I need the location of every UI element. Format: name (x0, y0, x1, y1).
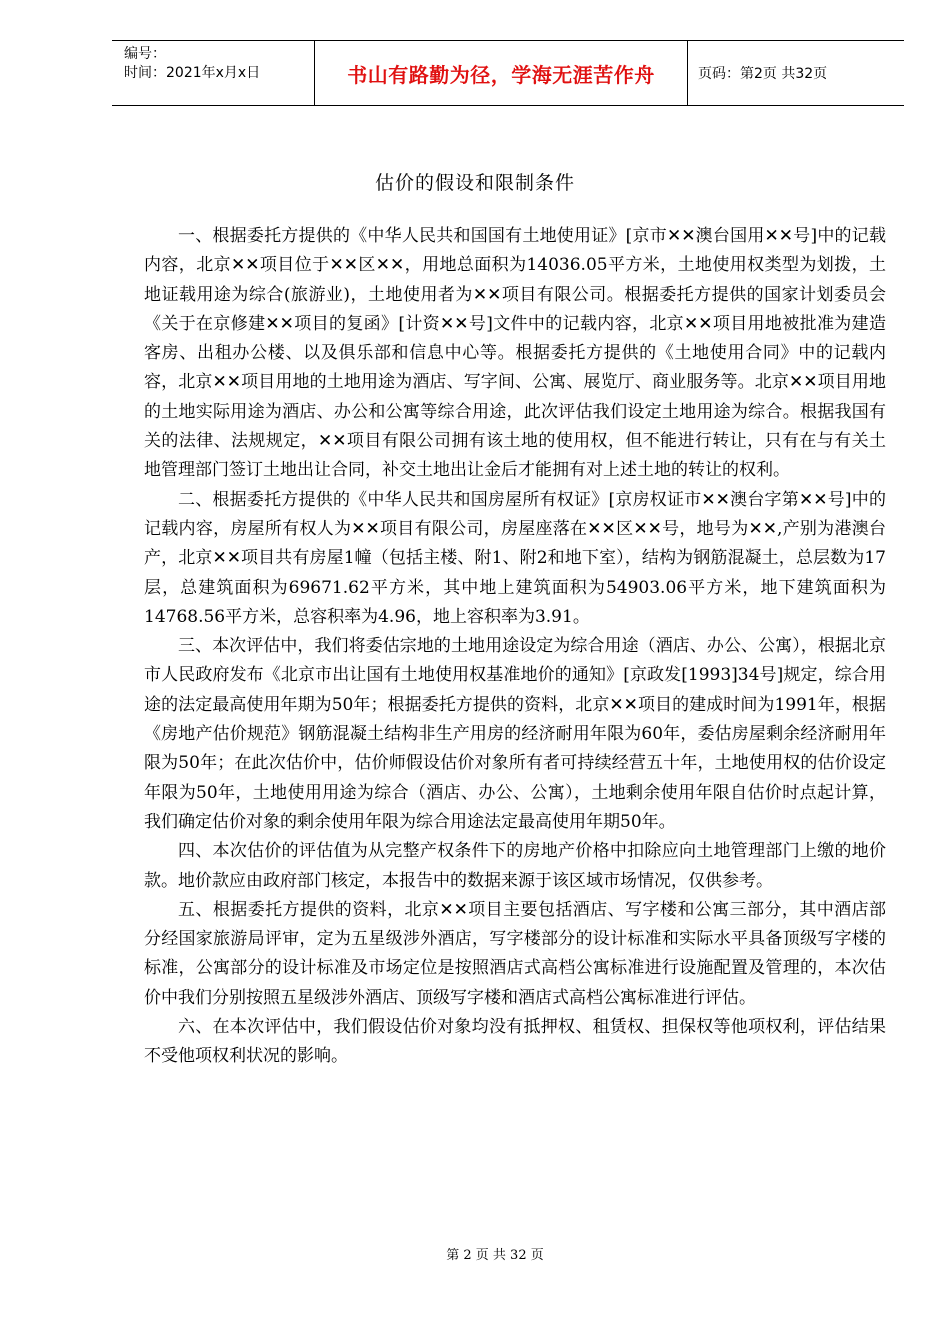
paragraph: 六、在本次评估中，我们假设估价对象均没有抵押权、租赁权、担保权等他项权利，评估结果不受他项权利状况的影响。 (144, 1017, 886, 1067)
header-meta (112, 41, 315, 105)
document-title: 估价的假设和限制条件 (374, 172, 575, 194)
paragraph: 四、本次估价的评估值为从完整产权条件下的房地产价格中扣除应向土地管理部门上缴的地价款。地价款应由政府部门核定，本报告中的数据来源于该区域市场情况，仅供参考。 (144, 841, 886, 891)
header-time-label: 时间：2021年x月x日 (124, 65, 261, 81)
document-body (144, 222, 886, 1072)
header-motto: 书山有路勤为径，学海无涯苦作舟 (315, 41, 688, 105)
paragraph: 三、本次评估中，我们将委估宗地的土地用途设定为综合用途（酒店、办公、公寓），根据北京市人民政府发布《北京市出让国有土地使用权基准地价的通知》[京政发[1993]34号]规定，综合用途的法定最高使用年期为50年；根据委托方提供的资料，北京✕✕项目的建成时间为1991年，根据《房地产估价规范》钢筋混凝土结构非生产用房的经济耐用年限为60年，委估房屋剩余经济耐用年限为50年；在此次估价中，估价师假设估价对象所有者可持续经营五十年，土地使用权的估价设定年限为50年，土地使用用途为综合（酒店、办公、公寓），土地剩余使用年限自估价时点起计算，我们确定估价对象的剩余使用年限为综合用途法定最高使用年期50年。 (144, 636, 886, 832)
paragraph: 五、根据委托方提供的资料，北京✕✕项目主要包括酒店、写字楼和公寓三部分，其中酒店部分经国家旅游局评审，定为五星级涉外酒店，写字楼部分的设计标准和实际水平具备顶级写字楼的标准，公寓部分的设计标准及市场定位是按照酒店式高档公寓标准进行设施配置及管理的，本次估价中我们分别按照五星级涉外酒店、顶级写字楼和酒店式高档公寓标准进行评估。 (144, 899, 886, 1008)
footer-page-number: 第 2 页 共 32 页 (446, 1248, 544, 1263)
header-number-label: 编号： (124, 46, 166, 62)
page-header (112, 40, 904, 106)
header-page-info: 页码：第2页 共32页 (698, 66, 828, 82)
paragraph: 二、根据委托方提供的《中华人民共和国房屋所有权证》[京房权证市✕✕澳台字第✕✕号]中的记载内容，房屋所有权人为✕✕项目有限公司，房屋座落在✕✕区✕✕号，地号为✕✕,产别为港澳台产，北京✕✕项目共有房屋1幢（包括主楼、附1、附2和地下室），结构为钢筋混凝土，总层数为17层，总建筑面积为69671.62平方米，其中地上建筑面积为54903.06平方米，地下建筑面积为14768.56平方米，总容积率为4.96，地上容积率为3.91。 (144, 489, 886, 627)
paragraph: 一、根据委托方提供的《中华人民共和国国有土地使用证》[京市✕✕澳台国用✕✕号]中的记载内容，北京✕✕项目位于✕✕区✕✕，用地总面积为14036.05平方米，土地使用权类型为划拨，土地证载用途为综合(旅游业)，土地使用者为✕✕项目有限公司。根据委托方提供的国家计划委员会《关于在京修建✕✕项目的复函》[计资✕✕号]文件中的记载内容，北京✕✕项目用地被批准为建造客房、出租办公楼、以及俱乐部和信息中心等。根据委托方提供的《土地使用合同》中的记载内容，北京✕✕项目用地的土地用途为酒店、写字间、公寓、展览厅、商业服务等。北京✕✕项目用地的土地实际用途为酒店、办公和公寓等综合用途，此次评估我们设定土地用途为综合。根据我国有关的法律、法规规定，✕✕项目有限公司拥有该土地的使用权，但不能进行转让，只有在与有关土地管理部门签订土地出让合同，补交土地出让金后才能拥有对上述土地的转让的权利。 (144, 226, 886, 481)
